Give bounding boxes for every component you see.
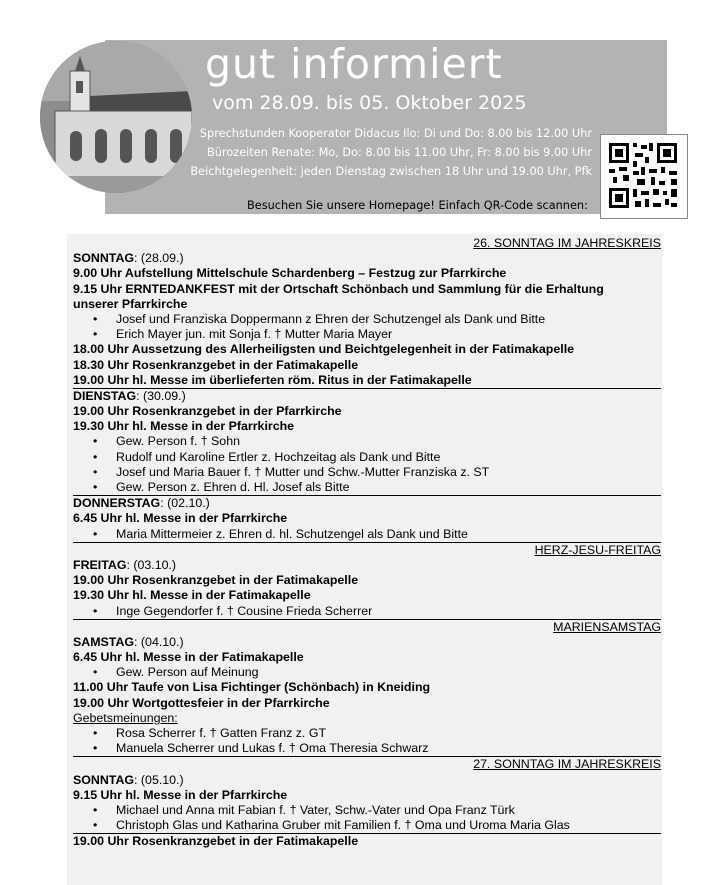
intention-item: • Gew. Person z. Ehren d. Hl. Josef als Bitte (73, 480, 661, 495)
service-entry: 6.45 Uhr hl. Messe in der Fatimakapelle (73, 650, 304, 665)
page-title: gut informiert (205, 40, 503, 88)
service-entry: 9.15 Uhr ERNTEDANKFEST mit der Ortschaft Schönbach und Sammlung für die Erhaltung (73, 281, 604, 296)
intention-item: • Manuela Scherrer und Lukas f. † Oma Theresia Schwarz (73, 741, 661, 756)
day-date: : (04.10.) (134, 634, 184, 649)
intention-item: • Gew. Person f. † Sohn (73, 434, 661, 449)
confession-times: Beichtgelegenheit: jeden Dienstag zwischen 18 Uhr und 19.00 Uhr, Pfk (190, 165, 592, 178)
service-entry: 6.45 Uhr hl. Messe in der Pfarrkirche (73, 511, 288, 526)
day-heading (73, 773, 661, 788)
day-name: SONNTAG (73, 251, 135, 266)
schedule-list (73, 236, 661, 850)
service-entry: 11.00 Uhr Taufe von Lisa Fichtinger (Schönbach) in Kneiding (73, 680, 431, 695)
intention-item: • Gew. Person auf Meinung (73, 665, 661, 680)
qr-code[interactable] (600, 134, 688, 219)
day-name: DIENSTAG (73, 388, 137, 403)
day-date: : (28.09.) (134, 251, 184, 266)
liturgical-heading: HERZ-JESU-FREITAG (73, 542, 661, 558)
intention-item: • Rosa Scherrer f. † Gatten Franz z. GT (73, 726, 661, 741)
liturgical-heading: MARIENSAMSTAG (73, 619, 661, 635)
day-name: DONNERSTAG (73, 496, 161, 511)
day-heading (73, 251, 661, 266)
intention-item: • Inge Gegendorfer f. † Cousine Frieda Scherrer (73, 604, 661, 619)
day-date: : (03.10.) (126, 557, 177, 572)
service-entry: 19.00 Uhr hl. Messe im überlieferten röm. Ritus in der Fatimakapelle (73, 372, 472, 387)
intention-item: • Michael und Anna mit Fabian f. † Vater, Schw.-Vater und Opa Franz Türk (73, 803, 661, 818)
day-date: : (02.10.) (160, 496, 210, 511)
day-name: FREITAG (73, 557, 127, 572)
office-hours: Sprechstunden Kooperator Didacus Ilo: Di und Do: 8.00 bis 12.00 Uhr (199, 127, 592, 140)
service-entry: 19.00 Uhr Rosenkranzgebet in der Fatimakapelle (73, 573, 359, 588)
office-times: Bürozeiten Renate: Mo, Do: 8.00 bis 11.00 Uhr, Fr: 8.00 bis 9.00 Uhr (207, 146, 592, 159)
service-entry: 19.30 Uhr hl. Messe in der Fatimakapelle (73, 588, 311, 603)
liturgical-heading: 27. SONNTAG IM JAHRESKREIS (73, 756, 661, 772)
service-entry: 9.00 Uhr Aufstellung Mittelschule Schardenberg – Festzug zur Pfarrkirche (73, 266, 507, 281)
intention-item: • Erich Mayer jun. mit Sonja f. † Mutter Maria Mayer (73, 327, 661, 342)
intention-item: • Josef und Maria Bauer f. † Mutter und Schw.-Mutter Franziska z. ST (73, 465, 661, 480)
service-entry: 9.15 Uhr hl. Messe in der Pfarrkirche (73, 787, 288, 802)
date-range: vom 28.09. bis 05. Oktober 2025 (212, 92, 527, 114)
day-heading (73, 558, 661, 573)
intention-item: • Rudolf und Karoline Ertler z. Hochzeitag als Dank und Bitte (73, 450, 661, 465)
liturgical-heading: 26. SONNTAG IM JAHRESKREIS (473, 236, 661, 250)
service-entry: 19.00 Uhr Wortgottesfeier in der Pfarrkirche (73, 695, 330, 710)
service-entry: 19.00 Uhr Rosenkranzgebet in der Fatimakapelle (73, 833, 661, 849)
church-photo (40, 41, 192, 193)
intention-item: • Maria Mittermeier z. Ehren d. hl. Schutzengel als Dank und Bitte (73, 527, 661, 542)
day-date: : (30.09.) (136, 388, 186, 403)
day-date: : (05.10.) (134, 772, 184, 787)
service-entry: 19.00 Uhr Rosenkranzgebet in der Pfarrkirche (73, 404, 342, 419)
day-heading (73, 495, 661, 511)
service-entry: 19.30 Uhr hl. Messe in der Pfarrkirche (73, 419, 295, 434)
day-name: SONNTAG (73, 772, 135, 787)
day-heading (73, 635, 661, 650)
day-name: SAMSTAG (73, 634, 135, 649)
service-entry: 18.30 Uhr Rosenkranzgebet in der Fatimakapelle (73, 357, 359, 372)
intention-item: • Christoph Glas und Katharina Gruber mit Familien f. † Oma und Uroma Maria Glas (73, 818, 661, 833)
service-entry: 18.00 Uhr Aussetzung des Allerheiligsten und Beichtgelegenheit in der Fatimakapelle (73, 342, 575, 357)
homepage-hint: Besuchen Sie unsere Homepage! Einfach QR-Code scannen: (247, 199, 588, 212)
intention-item: • Josef und Franziska Doppermann z Ehren der Schutzengel als Dank und Bitte (73, 312, 661, 327)
service-entry: unserer Pfarrkirche (73, 296, 188, 311)
section-label: Gebetsmeinungen: (73, 710, 178, 725)
day-heading (73, 388, 661, 404)
